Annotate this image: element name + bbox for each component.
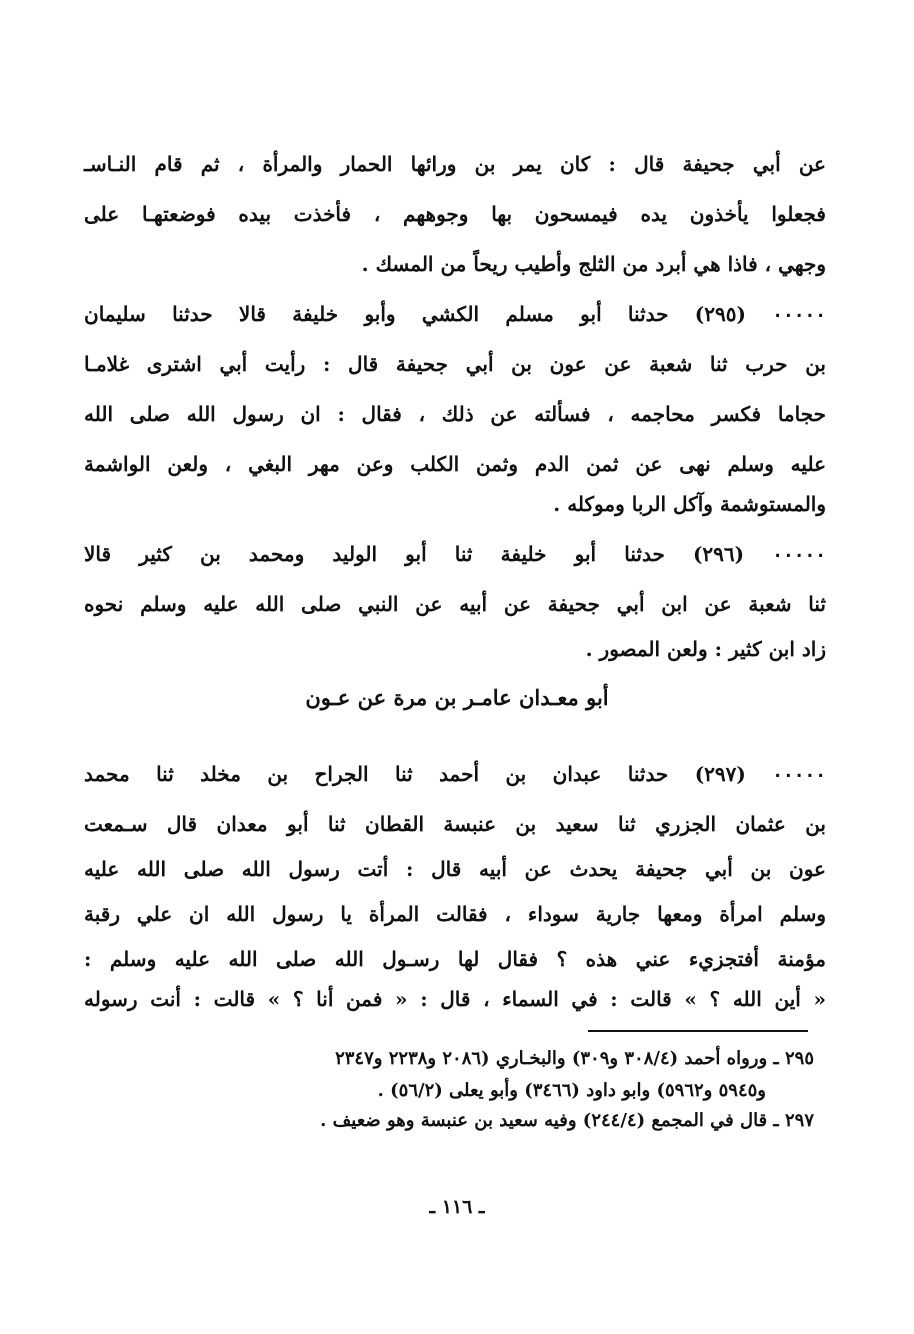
text-line: عن أبي جحيفة قال : كان يمر بن ورائها الحمار والمرأة ، ثم قام النـاسـ xyxy=(84,152,826,176)
text-line: مؤمنة أفتجزيء عني هذه ؟ فقال لها رسـول الله صلى الله عليه وسلم : xyxy=(84,947,826,971)
footnote-295-line-1: ٢٩٥ ـ ورواه أحمد (٣٠٨/٤ و٣٠٩) والبخـاري (٢٠٨٦ و٢٢٣٨ و٢٣٤٧ xyxy=(335,1048,814,1069)
text-line: زاد ابن كثير : ولعن المصور . xyxy=(585,637,826,661)
footnote-295-line-2: و٥٩٤٥ و٥٩٦٢) وابو داود (٣٤٦٦) وأبو يعلى (٥٦/٢) . xyxy=(377,1080,766,1101)
text-line: فجعلوا يأخذون يده فيمسحون بها وجوههم ، فأخذت بيده فوضعتهـا على xyxy=(84,202,826,226)
text-line: ٠٠٠٠٠ (٢٩٧) حدثنا عبدان بن أحمد ثنا الجراح بن مخلد ثنا محمد xyxy=(84,762,826,786)
text-line: بن حرب ثنا شعبة عن عون بن أبي جحيفة قال : رأيت أبي اشترى غلامـا xyxy=(84,352,826,376)
text-line: وسلم امرأة ومعها جارية سوداء ، فقالت المرأة يا رسول الله ان علي رقبة xyxy=(84,902,826,926)
text-line: ثنا شعبة عن ابن أبي جحيفة عن أبيه عن النبي صلى الله عليه وسلم نحوه xyxy=(84,592,826,616)
text-line: وجهي ، فاذا هي أبرد من الثلج وأطيب ريحاً من المسك . xyxy=(361,252,826,276)
text-line: والمستوشمة وآكل الربا وموكله . xyxy=(553,492,826,516)
text-line: بن عثمان الجزري ثنا سعيد بن عنبسة القطان ثنا أبو معدان قال سـمعت xyxy=(84,812,826,836)
text-line: ٠٠٠٠٠ (٢٩٦) حدثنا أبو خليفة ثنا أبو الوليد ومحمد بن كثير قالا xyxy=(84,542,826,566)
text-line: « أين الله ؟ » قالت : في السماء ، قال : « فمن أنا ؟ » قالت : أنت رسوله xyxy=(84,987,826,1011)
text-line: ٠٠٠٠٠ (٢٩٥) حدثنا أبو مسلم الكشي وأبو خليفة قالا حدثنا سليمان xyxy=(84,302,826,326)
text-line: حجاما فكسر محاجمه ، فسألته عن ذلك ، فقال : ان رسول الله صلى الله xyxy=(84,402,826,426)
text-line: عليه وسلم نهى عن ثمن الدم وثمن الكلب وعن مهر البغي ، ولعن الواشمة xyxy=(84,452,826,476)
text-line: عون بن أبي جحيفة يحدث عن أبيه قال : أتت رسول الله صلى الله عليه xyxy=(84,857,826,881)
page-number: ـ ١١٦ ـ xyxy=(429,1196,485,1218)
section-heading: أبو معـدان عامـر بن مرة عن عـون xyxy=(305,685,609,710)
footnote-297: ٢٩٧ ـ قال في المجمع (٢٤٤/٤) وفيه سعيد بن عنبسة وهو ضعيف . xyxy=(320,1110,814,1131)
footnote-divider xyxy=(588,1030,808,1032)
